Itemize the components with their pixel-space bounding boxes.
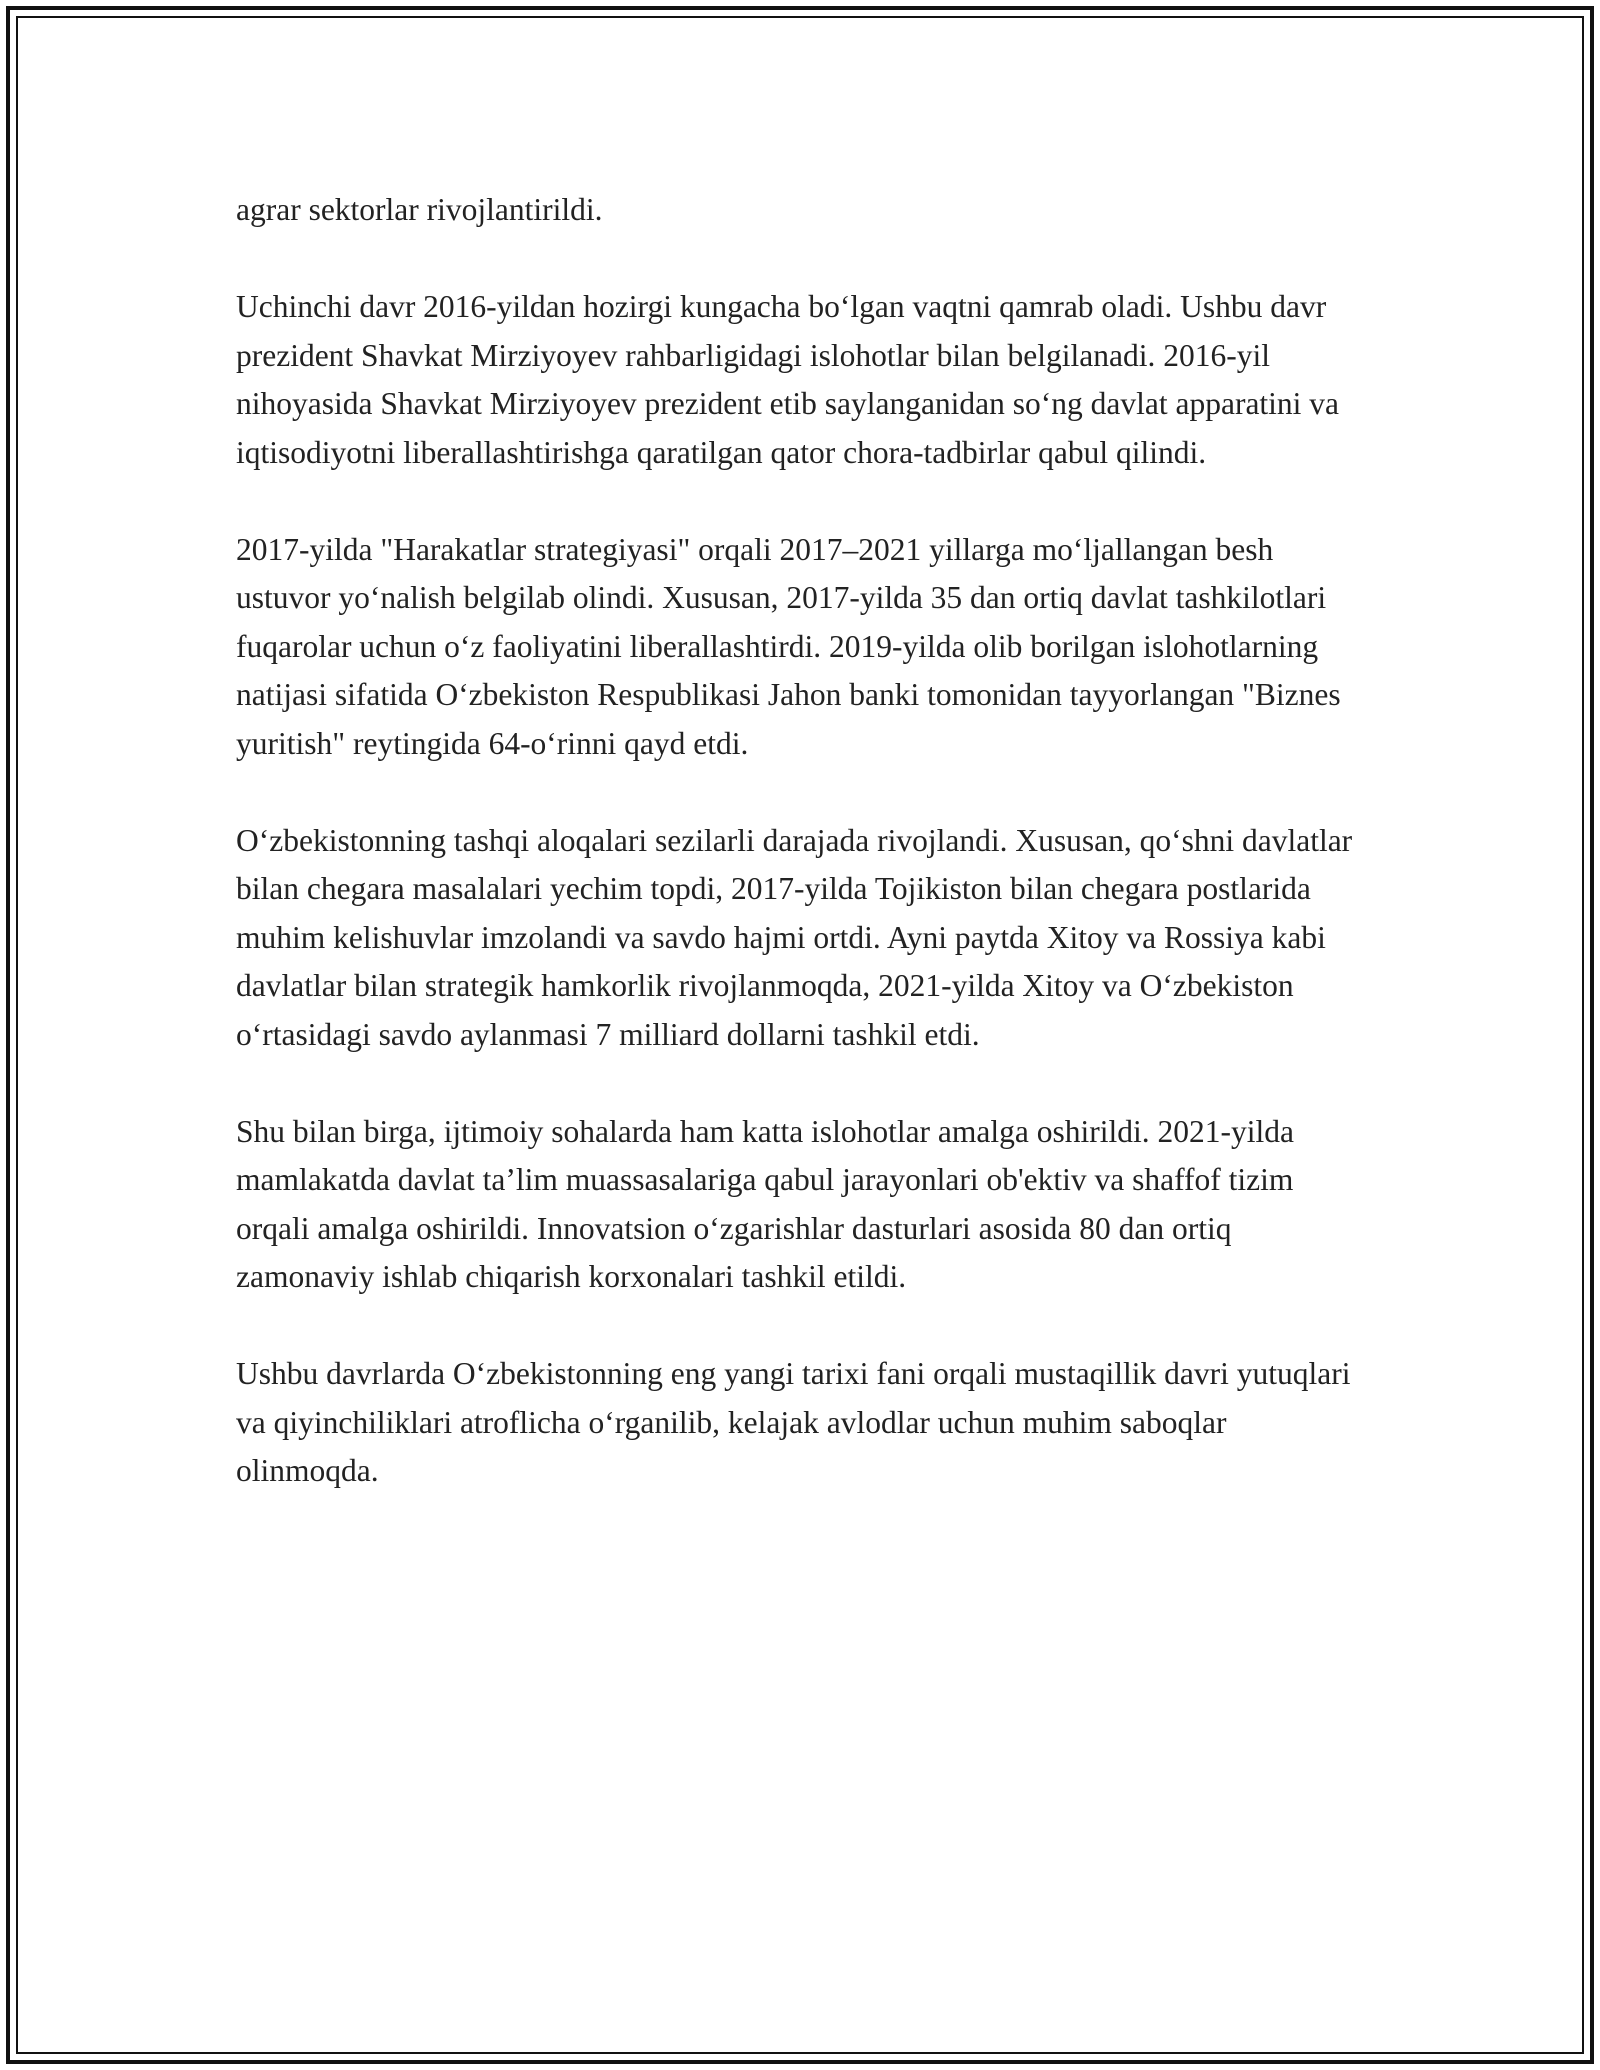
paragraph-third-period: Uchinchi davr 2016-yildan hozirgi kungacha bo‘lgan vaqtni qamrab oladi. Ushbu davr prezident Shavkat Mirziyoyev rahbarligidagi islohotlar bilan belgilanadi. 2016-yil nihoyasida Shavkat Mirziyoyev prezident etib saylanganidan so‘ng davlat apparatini va iqtisodiyotni liberallashtirishga qaratilgan qator chora-tadbirlar qabul qilindi. <box>236 289 1340 470</box>
paragraph-agrar: agrar sektorlar rivojlantirildi. <box>236 192 603 227</box>
paragraph-foreign-relations: O‘zbekistonning tashqi aloqalari sezilarli darajada rivojlandi. Xususan, qo‘shni davlatlar bilan chegara masalalari yechim topdi, 2017-yilda Tojikiston bilan chegara postlarida muhim kelishuvlar imzolandi va savdo hajmi ortdi. Ayni paytda Xitoy va Rossiya kabi davlatlar bilan strategik hamkorlik rivojlanmoqda, 2021-yilda Xitoy va O‘zbekiston o‘rtasidagi savdo aylanmasi 7 milliard dollarni tashkil etdi. <box>236 822 1353 1052</box>
paragraph-strategy-2017: 2017-yilda "Harakatlar strategiyasi" orqali 2017–2021 yillarga mo‘ljallangan besh ustuvor yo‘nalish belgilab olindi. Xususan, 2017-yilda 35 dan ortiq davlat tashkilotlari fuqarolar uchun o‘z faoliyatini liberallashtirdi. 2019-yilda olib borilgan islohotlarning natijasi sifatida O‘zbekiston Respublikasi Jahon banki tomonidan tayyorlangan "Biznes yuritish" reytingida 64-o‘rinni qayd etdi. <box>236 531 1341 761</box>
document-body <box>236 186 1366 1544</box>
paragraph-social-reforms: Shu bilan birga, ijtimoiy sohalarda ham katta islohotlar amalga oshirildi. 2021-yilda mamlakatda davlat ta’lim muassasalariga qabul jarayonlari ob'ektiv va shaffof tizim orqali amalga oshirildi. Innovatsion o‘zgarishlar dasturlari asosida 80 dan ortiq zamonaviy ishlab chiqarish korxonalari tashkil etildi. <box>236 1113 1294 1294</box>
paragraph-conclusion: Ushbu davrlarda O‘zbekistonning eng yangi tarixi fani orqali mustaqillik davri yutuqlari va qiyinchiliklari atroflicha o‘rganilib, kelajak avlodlar uchun muhim saboqlar olinmoqda. <box>236 1356 1351 1488</box>
